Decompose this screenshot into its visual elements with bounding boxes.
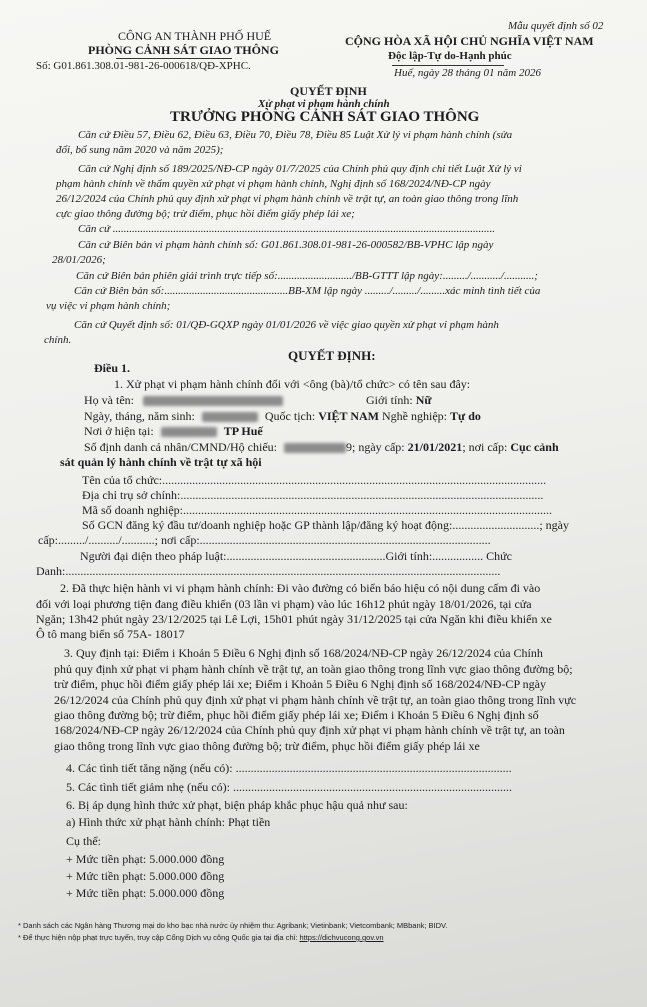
name-redacted xyxy=(143,396,283,406)
regulation-line: giao thông trong lĩnh vực giao thông đường bộ; trừ điểm, phục hồi điểm giấy phép lái xe xyxy=(54,739,480,753)
basis-line: Căn cứ Biên bản vi phạm hành chính số: G01.861.308.01-981-26-000582/BB-VPHC lập ngày xyxy=(78,239,494,251)
representative-line: Danh:................................................................................................................................................. xyxy=(36,564,501,578)
basis-line: Căn cứ Quyết định số: 01/QĐ-GQXP ngày 01/01/2026 về việc giao quyền xử phạt vi phạm hành xyxy=(74,319,499,331)
sanction-line: 6. Bị áp dụng hình thức xử phạt, biện pháp khắc phục hậu quả như sau: xyxy=(66,798,408,812)
sanction-form: a) Hình thức xử phạt hành chính: Phạt tiền xyxy=(66,815,271,829)
basis-line: chính. xyxy=(44,334,72,346)
gcn-line: Số GCN đăng ký đầu tư/doanh nghiệp hoặc GP thành lập/đăng ký hoạt động:.............................; ngày xyxy=(82,518,570,532)
basis-line: đổi, bổ sung năm 2020 và năm 2025); xyxy=(56,144,224,156)
id-place: Cục cảnh xyxy=(510,440,559,454)
gcn-line: cấp:........./........../...........; nơi cấp:................................................................................................. xyxy=(38,533,491,547)
basis-line: vụ việc vi phạm hành chính; xyxy=(46,300,171,312)
regulation-line: 3. Quy định tại: Điểm i Khoản 5 Điều 6 Nghị định số 168/2024/NĐ-CP ngày 26/12/2024 của Chính xyxy=(64,646,543,660)
aggravating-line: 4. Các tình tiết tăng nặng (nếu có): ............................................................................................ xyxy=(66,761,512,775)
decision-title: QUYẾT ĐỊNH xyxy=(290,84,367,98)
dob-redacted xyxy=(202,412,258,422)
gender-row xyxy=(366,393,432,408)
detail-label: Cụ thể: xyxy=(66,834,101,848)
motto: Độc lập-Tự do-Hạnh phúc xyxy=(388,50,512,62)
nationality-label: Quốc tịch: xyxy=(264,409,316,423)
decision-number: Số: G01.861.308.01-981-26-000618/QĐ-XPHC. xyxy=(36,60,251,72)
id-label: Số định danh cá nhân/CMND/Hộ chiếu: xyxy=(84,440,277,454)
id-place-cont: sát quản lý hành chính về trật tự xã hội xyxy=(60,455,262,469)
fine-item: + Mức tiền phạt: 5.000.000 đồng xyxy=(66,852,225,866)
article-label: Điều 1. xyxy=(94,361,130,375)
regulation-line: 168/2024/NĐ-CP ngày 26/12/2024 của Chính phủ quy định xử phạt vi phạm hành chính về trật tự, an toàn xyxy=(54,723,565,737)
basis-line: Căn cứ Nghị định số 189/2025/NĐ-CP ngày 01/7/2025 của Chính phủ quy định chi tiết Luật Xử lý vi xyxy=(78,163,522,175)
form-number: Mẫu quyết định số 02 xyxy=(508,20,604,32)
motto-underline xyxy=(392,65,504,66)
regulation-line: trừ điểm, phục hồi điểm giấy phép lái xe; Điểm i Khoản 5 Điều 6 Nghị định số 168/2024/NĐ-CP ngày xyxy=(54,677,546,691)
id-date: 21/01/2021 xyxy=(407,440,463,454)
basis-line: Căn cứ ........................................................................................................................................... xyxy=(78,223,495,235)
basis-line: Căn cứ Biên bản phiên giải trình trực tiếp số:.........................../BB-GTTT lập ngày:........./.........../...........; xyxy=(76,270,538,282)
authority-title: TRƯỞNG PHÒNG CẢNH SÁT GIAO THÔNG xyxy=(170,109,480,125)
regulation-line: phủ quy định xử phạt vi phạm hành chính về trật tự, an toàn giao thông trong lĩnh vực giao thông đường bộ; xyxy=(54,662,573,676)
fine-item: + Mức tiền phạt: 5.000.000 đồng xyxy=(66,886,225,900)
representative-line: Người đại diện theo pháp luật:.....................................................Giới tính:................. Chức xyxy=(80,549,512,563)
gender-value: Nữ xyxy=(415,393,432,407)
job-value: Tự do xyxy=(450,409,481,423)
org-code: Mã số doanh nghiệp:........................................................................................................................... xyxy=(82,503,552,517)
basis-line: Căn cứ Biên bản số:.............................................BB-XM lập ngày ........./........./.........xác minh tình tiết của xyxy=(74,285,541,297)
place-date: Huế, ngày 28 tháng 01 năm 2026 xyxy=(394,67,541,79)
id-redacted xyxy=(284,443,346,453)
dob-label: Ngày, tháng, năm sinh: xyxy=(84,409,195,423)
article-intro: 1. Xử phạt vi phạm hành chính đối với <ông (bà)/tổ chức> có tên sau đây: xyxy=(114,377,471,391)
mitigating-line: 5. Các tình tiết giảm nhẹ (nếu có): ............................................................................................. xyxy=(66,780,512,794)
nationality-value: VIỆT NAM xyxy=(318,409,379,423)
address-label: Nơi ở hiện tại: xyxy=(84,424,154,438)
nation-title: CỘNG HÒA XÃ HỘI CHỦ NGHĨA VIỆT NAM xyxy=(345,34,594,48)
org-address: Địa chỉ trụ sở chính:......................................................................................................................... xyxy=(82,488,544,502)
decision-subtitle: Xử phạt vi phạm hành chính xyxy=(258,98,390,110)
footnote-online-text: * Để thực hiện nộp phạt trực tuyến, truy cập Cổng Dịch vụ công Quốc gia tại địa chỉ: xyxy=(18,933,298,942)
address-row xyxy=(84,424,263,439)
regulation-line: 26/12/2024 của Chính phủ quy định xử phạt vi phạm hành chính về trật tự, an toàn giao thông trong lĩnh vực xyxy=(54,693,577,707)
id-row xyxy=(84,440,559,455)
footnote-banks: * Danh sách các Ngân hàng Thương mại do kho bạc nhà nước ủy nhiệm thu: Agribank; Vietinbank; Vietcombank; MBbank; BIDV. xyxy=(18,921,448,930)
basis-line: Căn cứ Điều 57, Điều 62, Điều 63, Điều 70, Điều 78, Điều 85 Luật Xử lý vi phạm hành chính (sửa xyxy=(78,129,513,141)
job-label: Nghề nghiệp: xyxy=(382,409,447,423)
regulation-line: giao thông đường bộ; trừ điểm, phục hồi điểm giấy phép lái xe; Điểm i Khoản 5 Điều 6 Nghị định số xyxy=(54,708,539,722)
footnote-online xyxy=(18,933,384,942)
basis-line: 26/12/2024 của Chính phủ quy định xử phạt vi phạm hành chính về trật tự, an toàn giao thông trong lĩnh xyxy=(56,193,519,205)
name-label: Họ và tên: xyxy=(84,393,134,407)
portal-link[interactable]: https://dichvucong.gov.vn xyxy=(299,933,384,942)
agency-parent: CÔNG AN THÀNH PHỐ HUẾ xyxy=(118,29,272,43)
id-tail: 9; ngày cấp: xyxy=(345,440,405,454)
basis-line: cực giao thông đường bộ; trừ điểm, phục hồi điểm giấy phép lái xe; xyxy=(56,208,355,220)
birth-row xyxy=(84,409,481,424)
org-name: Tên của tổ chức:................................................................................................................................ xyxy=(82,473,547,487)
basis-line: phạm hành chính về thẩm quyền xử phạt vi phạm hành chính, Nghị định số 168/2024/NĐ-CP ngày xyxy=(56,178,491,190)
fine-item: + Mức tiền phạt: 5.000.000 đồng xyxy=(66,869,225,883)
violation-line: Ô tô mang biển số 75A- 18017 xyxy=(36,627,185,641)
basis-line: 28/01/2026; xyxy=(52,254,106,266)
address-value: TP Huế xyxy=(223,424,263,438)
id-place-label: ; nơi cấp: xyxy=(462,440,508,454)
agency-underline xyxy=(116,58,232,59)
decide-heading: QUYẾT ĐỊNH: xyxy=(288,348,376,363)
violation-line: đối với loại phương tiện đang điều khiển (03 lần vi phạm) vào lúc 16h12 phút ngày 18/01/2026, tại cửa xyxy=(36,597,532,611)
name-row xyxy=(84,393,283,408)
address-redacted xyxy=(161,427,217,437)
violation-line: Ngăn; 13h42 phút ngày 23/12/2025 tại Lê Lợi, 15h01 phút ngày 31/12/2025 tại cửa Ngăn khi điều khiển xe xyxy=(36,612,552,626)
violation-line: 2. Đã thực hiện hành vi vi phạm hành chính: Đi vào đường có biển báo hiệu có nội dung cấm đi vào xyxy=(60,581,541,595)
gender-label: Giới tính: xyxy=(366,393,413,407)
agency-name: PHÒNG CẢNH SÁT GIAO THÔNG xyxy=(88,43,279,57)
